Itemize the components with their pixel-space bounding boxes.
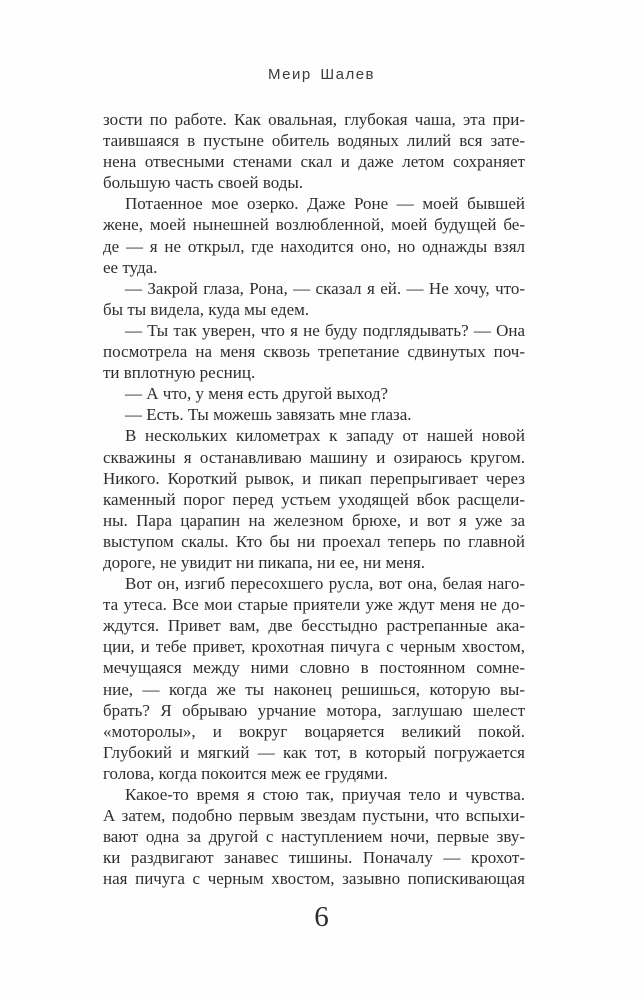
text-line: «моторолы», и вокруг воцаряется великий покой. (103, 721, 525, 741)
text-line: нена отвесными стенами скал и даже летом сохраняет (103, 152, 525, 172)
text-line: ти вплотную ресниц. (103, 363, 256, 383)
text-line: ная пичуга с черным хвостом, зазывно попискивающая (103, 869, 525, 889)
text-line: посмотрела на меня сквозь трепетание сдвинутых поч- (103, 342, 525, 362)
text-line: брать? Я обрываю урчание мотора, заглушаю шелест (103, 700, 525, 720)
text-line: голова, когда покоится меж ее грудями. (103, 763, 388, 783)
running-header-author: Меир Шалев (267, 66, 376, 83)
text-line: жене, моей нынешней возлюбленной, моей будущей бе- (103, 215, 525, 235)
text-line: мечущаяся между ними словно в постоянном сомне- (103, 658, 525, 678)
text-line: де — я не открыл, где находится оно, но однажды взял (103, 236, 525, 256)
text-line: та утеса. Все мои старые приятели уже ждут меня не до- (103, 595, 525, 615)
text-line: Вот он, изгиб пересохшего русла, вот она, белая наго- (125, 574, 525, 594)
text-line: — А что, у меня есть другой выход? (125, 384, 389, 404)
text-line: Какое-то время я стою так, приучая тело и чувства. (125, 785, 525, 804)
text-line: бы ты видела, куда мы едем. (103, 299, 310, 319)
text-line: Глубокий и мягкий — как тот, в который погружается (103, 742, 525, 762)
text-line: ки раздвигают занавес тишины. Поначалу — крохот- (103, 848, 525, 868)
text-line: — Ты так уверен, что я не буду подглядывать? — Она (125, 320, 525, 340)
text-line: большую часть своей воды. (103, 173, 304, 193)
text-line: Потаенное мое озерко. Даже Роне — моей бывшей (125, 194, 525, 214)
text-line: каменный порог перед устьем уходящей вбок расщели- (103, 489, 525, 509)
text-line: выступом скалы. Кто бы ни проехал теперь по главной (103, 531, 525, 551)
text-line: ние, — когда же ты наконец решишься, которую вы- (103, 679, 525, 699)
text-line: ны. Пара царапин на железном брюхе, и вот я уже за (103, 510, 525, 530)
text-line: ждутся. Привет вам, две бесстыдно растрепанные ака- (103, 616, 525, 636)
text-line: вают одна за другой с наступлением ночи, первые зву- (103, 827, 525, 847)
text-line: А затем, подобно первым звездам пустыни, что вспыхи- (103, 806, 525, 826)
text-line: дороге, не увидит ни пикапа, ни ее, ни меня. (103, 552, 425, 572)
body-text (103, 109, 525, 889)
text-line: В нескольких километрах к западу от нашей новой (125, 426, 525, 446)
page-number: 6 (314, 901, 329, 933)
text-line: ции, и тебе привет, крохотная пичуга с черным хвостом, (103, 637, 525, 657)
text-line: — Закрой глаза, Рона, — сказал я ей. — Не хочу, что- (125, 278, 525, 298)
text-line: Никого. Короткий рывок, и пикап перепрыгивает через (103, 468, 525, 488)
text-line: ее туда. (103, 257, 158, 277)
text-line: зости по работе. Как овальная, глубокая чаша, эта при- (103, 110, 525, 129)
text-line: таившаяся в пустыне обитель водяных лилий вся зате- (103, 131, 525, 151)
text-line: скважины я останавливаю машину и озираюсь кругом. (103, 447, 525, 467)
text-line: — Есть. Ты можешь завязать мне глаза. (125, 405, 412, 425)
